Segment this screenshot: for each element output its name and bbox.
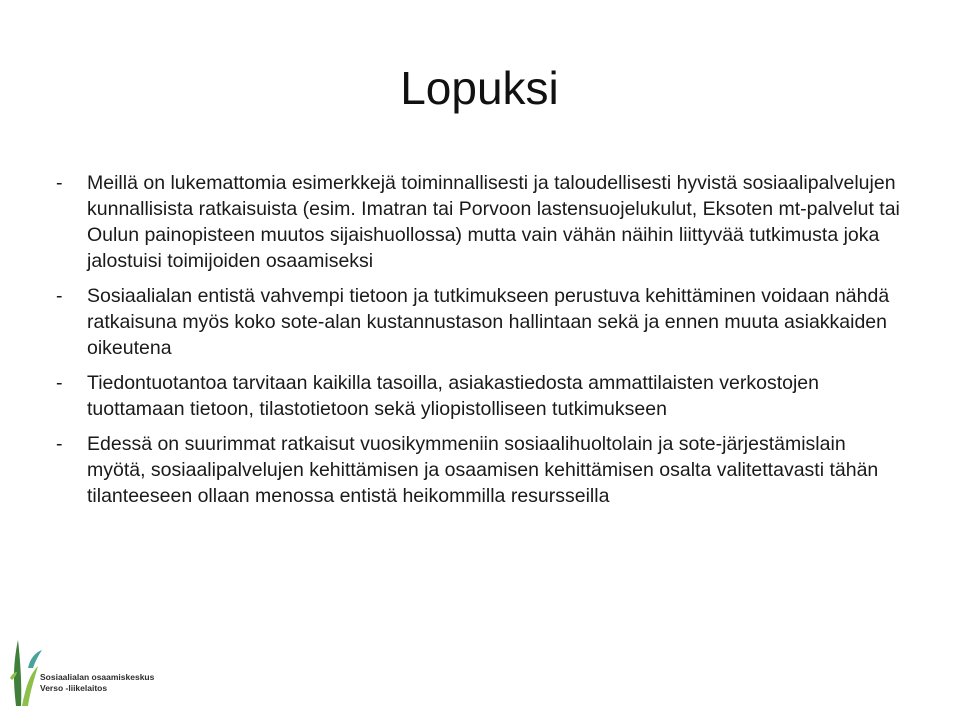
bullet-dash: - [56,172,63,194]
bullet-dash: - [56,433,63,455]
bullet-list [56,170,906,518]
sprout-logo-icon [8,628,168,708]
bullet-item [56,170,906,274]
logo-leaf-light [22,666,38,706]
logo-line-2: Verso -liikelaitos [40,683,108,693]
logo-leaf-teal [28,650,42,668]
bullet-dash: - [56,285,63,307]
bullet-text: Sosiaalialan entistä vahvempi tietoon ja tutkimukseen perustuva kehittäminen voidaan nähdä ratkaisuna myös koko sote-alan kustannustason hallintaan sekä ja ennen muuta asiakkaiden oikeutena [87,285,890,359]
bullet-item [56,370,906,422]
bullet-dash: - [56,372,63,394]
bullet-text: Edessä on suurimmat ratkaisut vuosikymmeniin sosiaalihuoltolain ja sote-järjestämislain myötä, sosiaalipalvelujen kehittämisen ja osaamisen kehittämisen osalta valitettavasti tähän tilanteeseen ollaan menossa entistä heikommilla resursseilla [87,433,879,507]
logo-line-1: Sosiaalialan osaamiskeskus [40,672,155,682]
bullet-item [56,431,906,509]
slide-title: Lopuksi [400,62,559,114]
logo-text [40,672,154,694]
bullet-item [56,283,906,361]
bullet-text: Tiedontuotantoa tarvitaan kaikilla tasoilla, asiakastiedosta ammattilaisten verkostojen tuottamaan tietoon, tilastotietoon sekä yliopistolliseen tutkimukseen [87,372,820,420]
bullet-text: Meillä on lukemattomia esimerkkejä toiminnallisesti ja taloudellisesti hyvistä sosiaalipalvelujen kunnallisista ratkaisuista (esim. Imatran tai Porvoon lastensuojelukulut, Eksoten mt-palvelut tai Oulun painopisteen muutos sijaishuollossa) mutta vain vähän näihin liittyvää tutkimusta joka jalostuisi toimijoiden osaamiseksi [87,172,900,272]
